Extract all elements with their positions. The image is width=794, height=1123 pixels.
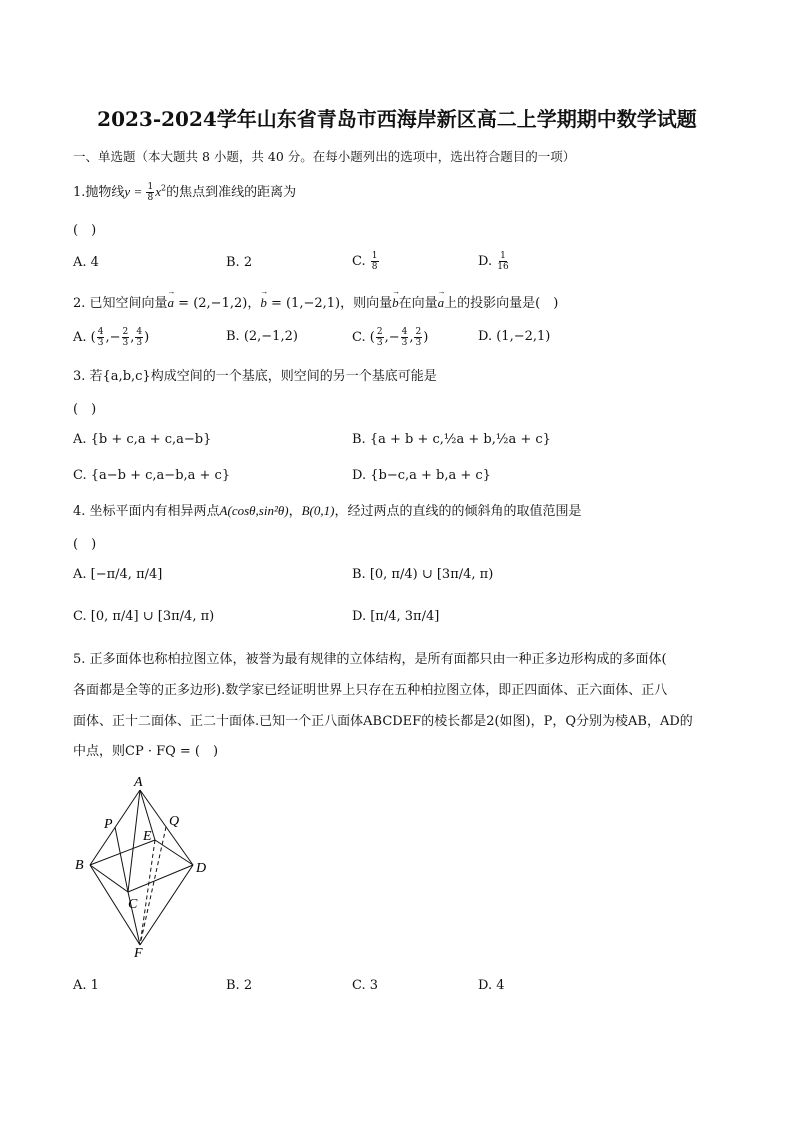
q4-option-d: D. [π/4, 3π/4] [352,609,440,624]
segment-PC [115,827,128,892]
q5-option-a: A. 1 [73,978,99,993]
q1-option-d: D. $\frac{1}{16}$ [478,251,509,272]
q3-answer-paren: ( ) [73,402,97,417]
q3-option-a: A. {b + c,a + c,a−b} [73,432,212,447]
q5-line-1: 5. 正多面体也称柏拉图立体，被誉为最有规律的立体结构，是所有面都只由一种正多边形构成的多面体( [73,652,667,667]
q1-pre: 抛物线 [85,185,125,200]
q5-option-b: B. 2 [226,978,253,993]
label-F: F [134,946,143,960]
q1-option-c: C. $\frac{1}{8}$ [352,251,378,272]
q3-option-b: B. {a + b + c,½a + b,½a + c} [352,432,551,447]
q5-line-4: 中点，则CP · FQ = ( ) [73,744,219,759]
q1-post: 的焦点到准线的距离为 [166,185,297,200]
octahedron-figure [70,770,220,960]
edge-BC [90,865,128,892]
edge-EF [140,840,155,945]
edge-AD [140,790,193,865]
question-4: 4. 坐标平面内有相异两点A(cosθ,sin²θ)，B(0,1)，经过两点的直线的的倾斜角的取值范围是 [73,503,582,519]
q3-option-c: C. {a−b + c,a−b,a + c} [73,468,231,483]
edge-DF [140,865,193,945]
label-B: B [75,858,84,873]
q4-option-b: B. [0, π/4) ∪ [3π/4, π) [352,567,494,582]
page-title: 2023-2024学年山东省青岛市西海岸新区高二上学期期中数学试题 [97,107,697,131]
q1-exponent: 2 [160,183,167,193]
label-P: P [104,817,113,832]
q2-option-b: B. (2,−1,2) [226,329,298,344]
q5-option-d: D. 4 [478,978,505,993]
q1-eq: y = [124,184,146,199]
q5-line-3: 面体、正十二面体、正二十面体.已知一个正八面体ABCDEF的棱长都是2(如图)，P，Q分别为棱AB，AD的 [73,714,693,729]
label-D: D [196,861,207,876]
question-1 [73,181,296,203]
question-2: 2. 已知空间向量→ a = (2,−1,2)，→ b = (1,−2,1)，则向量→ b在向量→ a上的投影向量是( ) [73,292,558,311]
question-3: 3. 若{a,b,c}构成空间的一个基底，则空间的另一个基底可能是 [73,369,437,384]
q4-answer-paren: ( ) [73,537,97,552]
q1-number: 1. [73,185,86,200]
section-heading: 一、单选题（本大题共 8 小题，共 40 分。在每小题列出的选项中，选出符合题目的一项） [73,149,576,164]
edge-ED [155,840,193,865]
q3-option-d: D. {b−c,a + b,a + c} [352,468,491,483]
label-E: E [143,829,152,844]
q4-point-a: A(cosθ,sin²θ) [219,503,289,518]
q4-point-b: B(0,1) [301,503,335,518]
q5-option-c: C. 3 [352,978,379,993]
label-A: A [134,775,143,790]
q1-fraction: $\frac{1}{8}$ [147,182,154,203]
q4-option-c: C. [0, π/4] ∪ [3π/4, π) [73,609,215,624]
q5-line-2: 各面都是全等的正多边形).数学家已经证明世界上只存在五种柏拉图立体，即正四面体、正六面体、正八 [73,683,668,698]
edge-CD [128,865,193,892]
label-Q: Q [169,814,180,829]
q2-option-c: C. ( $\frac{2}{3}$ ,− $\frac{4}{3}$ , $\frac{2}{3}$ ) [352,327,429,348]
q1-answer-paren: ( ) [73,223,97,238]
q4-option-a: A. [−π/4, π/4] [73,567,163,582]
q1-option-b: B. 2 [226,255,253,270]
label-C: C [128,897,138,912]
q1-option-a: A. 4 [73,255,99,270]
q2-option-d: D. (1,−2,1) [478,329,551,344]
q2-option-a: A. ( $\frac{4}{3}$ ,− $\frac{2}{3}$ , $\frac{4}{3}$ ) [73,327,150,348]
q1-var: x [155,184,161,199]
